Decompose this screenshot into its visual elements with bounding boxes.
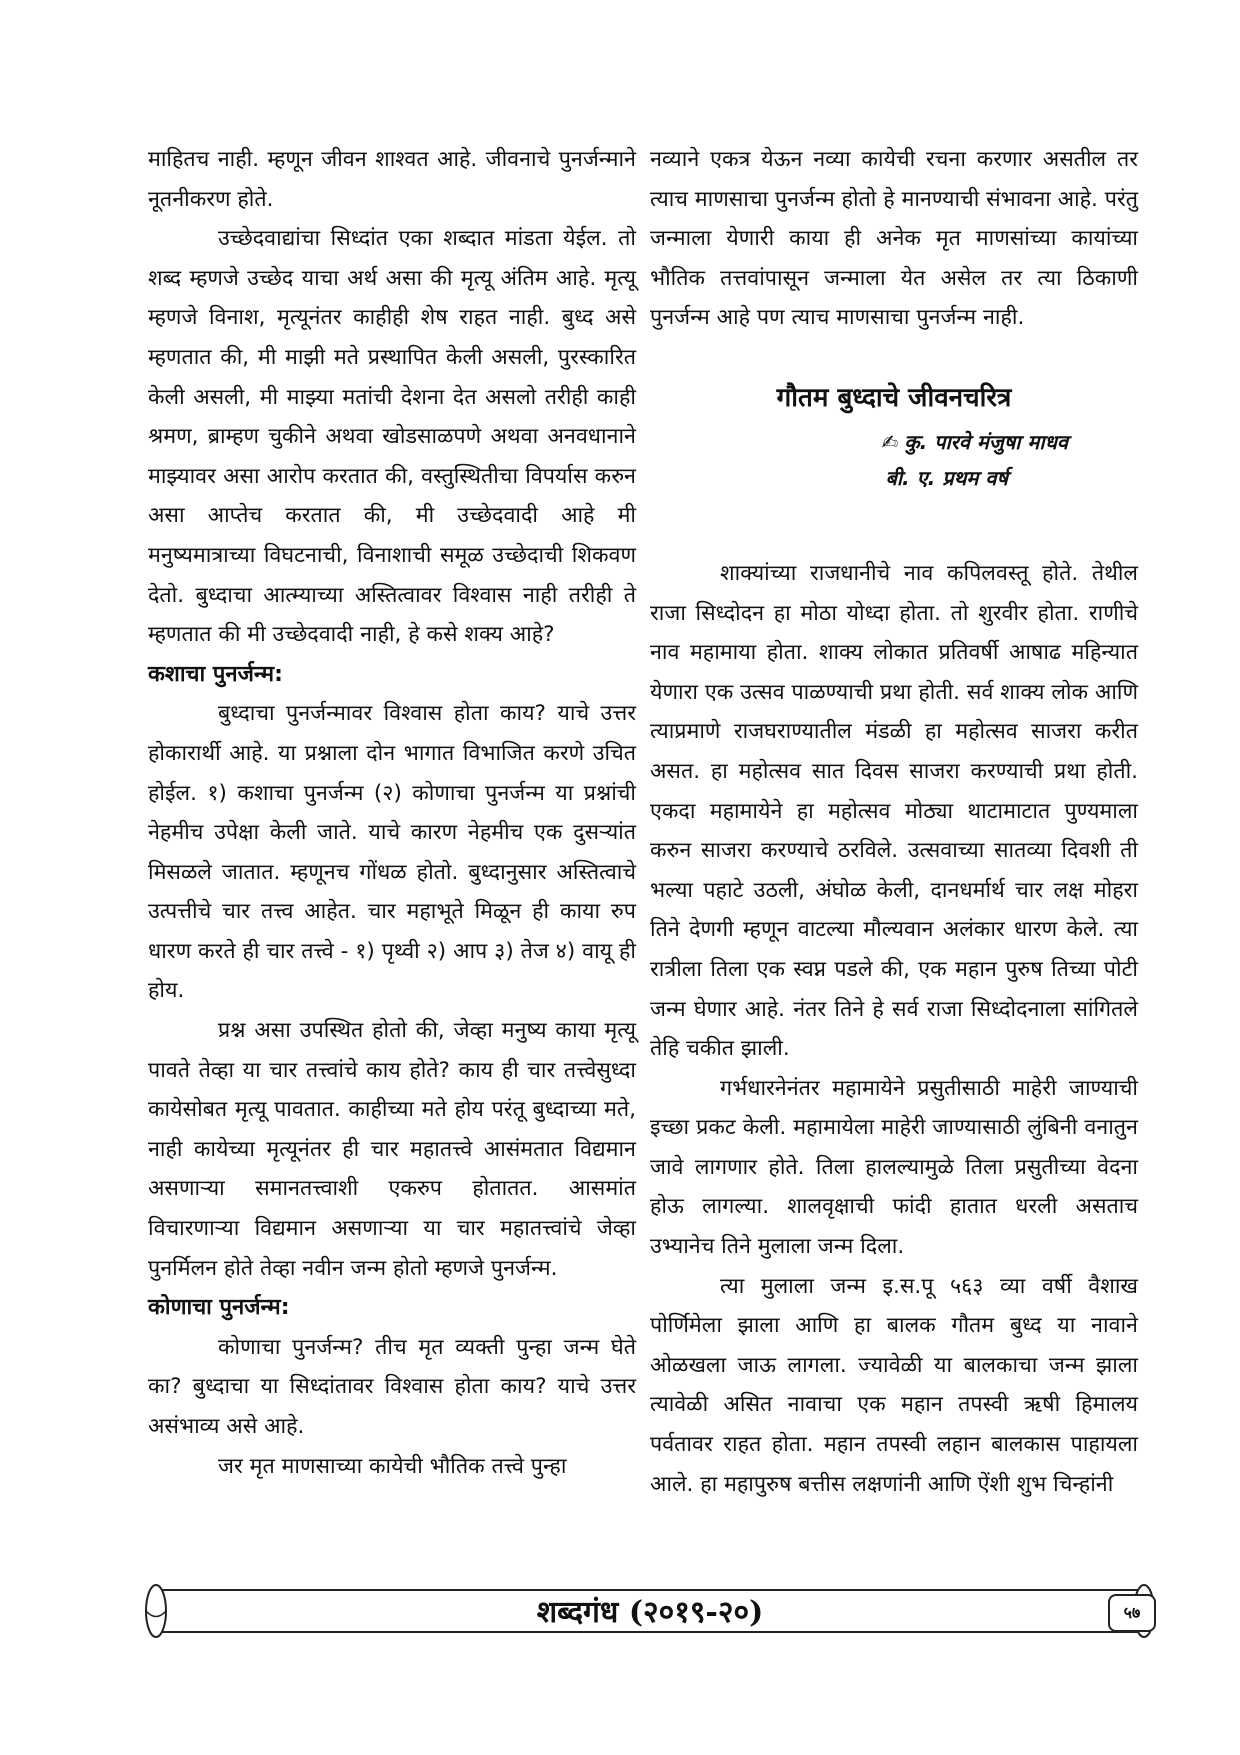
left-paragraph-3: बुध्दाचा पुनर्जन्मावर विश्वास होता काय? याचे उत्तर होकारार्थी आहे. या प्रश्नाला दोन भागात विभाजित करणे उचित होईल. १) कशाचा पुनर्जन्म (२) कोणाचा पुनर्जन्म या प्रश्नांची नेहमीच उपेक्षा केली जाते. याचे कारण नेहमीच एक दुसऱ्यांत मिसळले जातात. म्हणूनच गोंधळ होतो. बुध्दानुसार अस्तित्वाचे उत्पत्तीचे चार तत्त्व आहेत. चार महाभूते मिळून ही काया रुप धारण करते ही चार तत्त्वे - १) पृथ्वी २) आप ३) तेज ४) वायू ही होय. (148, 701, 636, 1004)
right-paragraph-4: त्या मुलाला जन्म इ.स.पू ५६३ व्या वर्षी वैशाख पोर्णिमेला झाला आणि हा बालक गौतम बुध्द या नावाने ओळखला जाऊ लागला. ज्यावेळी या बालकाचा जन्म झाला त्यावेळी असित नावाचा एक महान तपस्वी ऋषी हिमालय पर्वतावर राहत होता. महान तपस्वी लहान बालकास पाहायला आले. हा महापुरुष बत्तीस लक्षणांनी आणि ऐंशी शुभ चिन्हांनी (650, 1273, 1138, 1497)
author-class: बी. ए. प्रथम वर्ष (885, 465, 1008, 490)
footer-banner (140, 1582, 1160, 1640)
right-paragraph-1: नव्याने एकत्र येऊन नव्या कायेची रचना करणार असतील तर त्याच माणसाचा पुनर्जन्म होतो हे मानण्याची संभावना आहे. परंतु जन्माला येणारी काया ही अनेक मृत माणसांच्या कायांच्या भौतिक तत्तवांपासून जन्माला येत असेल तर त्या ठिकाणी पुनर्जन्म आहे पण त्याच माणसाचा पुनर्जन्म नाही. (650, 147, 1138, 331)
spacer (650, 496, 1138, 554)
left-paragraph-6: जर मृत माणसाच्या कायेची भौतिक तत्त्वे पुन्हा (218, 1453, 567, 1479)
right-paragraph-2: शाक्यांच्या राजधानीचे नाव कपिलवस्तू होते. तेथील राजा सिध्दोदन हा मोठा योध्दा होता. तो शुरवीर होता. राणीचे नाव महामाया होता. शाक्य लोकात प्रतिवर्षी आषाढ महिन्यात येणारा एक उत्सव पाळण्याची प्रथा होती. सर्व शाक्य लोक आणि त्याप्रमाणे राजघराण्यातील मंडळी हा महोत्सव साजरा करीत असत. हा महोत्सव सात दिवस साजरा करण्याची प्रथा होती. एकदा महामायेने हा महोत्सव मोठ्या थाटामाटात पुण्यमाला करुन साजरा करण्याचे ठरविले. उत्सवाच्या सातव्या दिवशी ती भल्या पहाटे उठली, अंघोळ केली, दानधर्मार्थ चार लक्ष मोहरा तिने देणगी म्हणून वाटल्या मौल्यवान अलंकार धारण केले. त्या रात्रीला तिला एक स्वप्न पडले की, एक महान पुरुष तिच्या पोटी जन्म घेणार आहे. नंतर तिने हे सर्व राजा सिध्दोदनाला सांगितले तेहि चकीत झाली. (650, 560, 1138, 1062)
left-column (148, 140, 636, 1600)
right-column (650, 140, 1138, 1600)
author-byline (650, 424, 1138, 460)
right-paragraph-3: गर्भधारनेनंतर महामायेने प्रसुतीसाठी माहेरी जाण्याची इच्छा प्रकट केली. महामायेला माहेरी जाण्यासाठी लुंबिनी वनातुन जावे लागणार होते. तिला हालल्यामुळे तिला प्रसुतीच्या वेदना होऊ लागल्या. शालवृक्षाची फांदी हातात धरली असताच उभ्यानेच तिने मुलाला जन्म दिला. (650, 1075, 1138, 1260)
article-title: गौतम बुध्दाचे जीवनचरित्र (776, 382, 1012, 413)
author-name: कु. पारवे मंजुषा माधव (904, 429, 1068, 454)
left-paragraph-1: माहितच नाही. म्हणून जीवन शाश्वत आहे. जीवनाचे पुनर्जन्माने नूतनीकरण होते. (148, 147, 636, 212)
left-paragraph-5: कोणाचा पुनर्जन्म? तीच मृत व्यक्ती पुन्हा जन्म घेते का? बुध्दाचा या सिध्दांतावर विश्वास होता काय? याचे उत्तर असंभाव्य असे आहे. (148, 1334, 636, 1439)
page-number: ५७ (1108, 1594, 1156, 1632)
section-heading-konacha: कोणाचा पुनर्जन्म: (148, 1295, 290, 1321)
text-columns (148, 140, 1138, 1600)
footer-title: शब्दगंध (२०१९-२०) (536, 1595, 764, 1630)
section-heading-kashacha: कशाचा पुनर्जन्म: (148, 661, 283, 687)
pen-icon: ✍ (881, 429, 899, 454)
left-paragraph-4: प्रश्न असा उपस्थित होतो की, जेव्हा मनुष्य काया मृत्यू पावते तेव्हा या चार तत्त्वांचे काय होते? काय ही चार तत्त्वेसुध्दा कायेसोबत मृत्यू पावतात. काहीच्या मते होय परंतू बुध्दाच्या मते, नाही कायेच्या मृत्यूनंतर ही चार महातत्त्वे आसंमतात विद्यमान असणाऱ्या समानतत्त्वाशी एकरुप होतातत. आसमांत विचारणाऱ्या विद्यमान असणाऱ्या या चार महातत्त्वांचे जेव्हा पुनर्मिलन होते तेव्हा नवीन जन्म होतो म्हणजे पुनर्जन्म. (148, 1018, 636, 1281)
left-paragraph-2: उच्छेदवाद्यांचा सिध्दांत एका शब्दात मांडता येईल. तो शब्द म्हणजे उच्छेद याचा अर्थ असा की मृत्यू अंतिम आहे. मृत्यू म्हणजे विनाश, मृत्यूनंतर काहीही शेष राहत नाही. बुध्द असे म्हणतात की, मी माझी मते प्रस्थापित केली असली, पुरस्कारित केली असली, मी माझ्या मतांची देशना देत असलो तरीही काही श्रमण, ब्राम्हण चुकीने अथवा खोडसाळपणे अथवा अनवधानाने माझ्यावर असा आरोप करतात की, वस्तुस्थितीचा विपर्यास करुन असा आप्तेच करतात की, मी उच्छेदवादी आहे मी मनुष्यमात्राच्या विघटनाची, विनाशाची समूळ उच्छेदाची शिकवण देतो. बुध्दाचा आत्म्याच्या अस्तित्वावर विश्वास नाही तरीही ते म्हणतात की मी उच्छेदवादी नाही, हे कसे शक्य आहे? (148, 226, 636, 648)
